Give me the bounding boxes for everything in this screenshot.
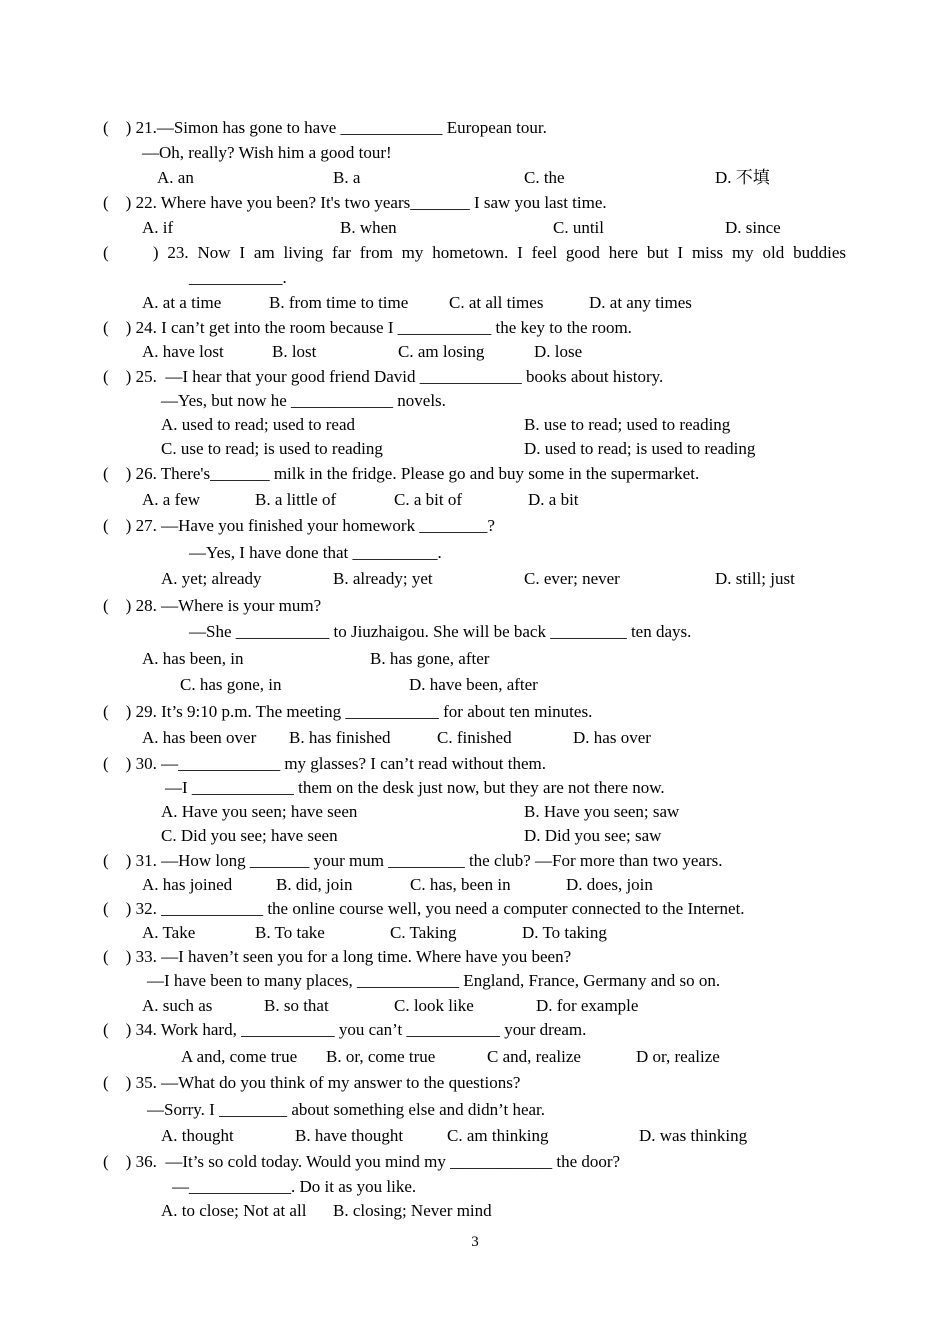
q30-option-b: B. Have you seen; saw — [524, 802, 680, 821]
q33-option-b: B. so that — [264, 996, 329, 1015]
q35-option-c: C. am thinking — [447, 1126, 549, 1145]
question-27-stem: ( ) 27. —Have you finished your homework ________? — [103, 516, 495, 535]
question-22-stem: ( ) 22. Where have you been? It's two years_______ I saw you last time. — [103, 193, 607, 212]
question-30-response: —I ____________ them on the desk just now, but they are not there now. — [165, 778, 665, 797]
q36-option-b: B. closing; Never mind — [333, 1201, 492, 1220]
q25-option-c: C. use to read; is used to reading — [161, 439, 383, 458]
q35-option-a: A. thought — [161, 1126, 234, 1145]
q33-option-d: D. for example — [536, 996, 639, 1015]
question-21-response: —Oh, really? Wish him a good tour! — [142, 143, 392, 162]
q30-option-a: A. Have you seen; have seen — [161, 802, 358, 821]
page-number: 3 — [471, 1234, 479, 1250]
q32-option-c: C. Taking — [390, 923, 457, 942]
q27-option-a: A. yet; already — [161, 569, 262, 588]
q33-option-a: A. such as — [142, 996, 213, 1015]
q32-option-a: A. Take — [142, 923, 196, 942]
q28-option-c: C. has gone, in — [180, 675, 282, 694]
q21-option-c: C. the — [524, 168, 565, 187]
q24-option-a: A. have lost — [142, 342, 224, 361]
question-35-response: —Sorry. I ________ about something else and didn’t hear. — [147, 1100, 546, 1119]
q31-option-c: C. has, been in — [410, 875, 511, 894]
q34-option-c: C and, realize — [487, 1047, 581, 1066]
q28-option-a: A. has been, in — [142, 649, 244, 668]
q25-option-b: B. use to read; used to reading — [524, 415, 731, 434]
q30-option-d: D. Did you see; saw — [524, 826, 662, 845]
q22-option-a: A. if — [142, 218, 174, 237]
question-23-stem: ( ) 23. Now I am living far from my hometown. I feel good here but I miss my old buddies — [103, 243, 846, 262]
question-28-stem: ( ) 28. —Where is your mum? — [103, 596, 322, 615]
q27-option-c: C. ever; never — [524, 569, 620, 588]
question-24-stem: ( ) 24. I can’t get into the room because I ___________ the key to the room. — [103, 318, 632, 337]
q22-option-d: D. since — [725, 218, 781, 237]
question-32-stem: ( ) 32. ____________ the online course well, you need a computer connected to the Internet. — [103, 899, 745, 918]
q23-option-c: C. at all times — [449, 293, 544, 312]
q23-option-d: D. at any times — [589, 293, 692, 312]
q22-option-c: C. until — [553, 218, 605, 237]
q34-option-b: B. or, come true — [326, 1047, 436, 1066]
q28-option-b: B. has gone, after — [370, 649, 490, 668]
q23-option-b: B. from time to time — [269, 293, 409, 312]
q26-option-a: A. a few — [142, 490, 201, 509]
q24-option-c: C. am losing — [398, 342, 485, 361]
q31-option-b: B. did, join — [276, 875, 353, 894]
q21-option-a: A. an — [157, 168, 194, 187]
q25-option-a: A. used to read; used to read — [161, 415, 356, 434]
q35-option-b: B. have thought — [295, 1126, 404, 1145]
question-21-stem: ( ) 21.—Simon has gone to have ____________ European tour. — [103, 118, 547, 137]
q36-option-a: A. to close; Not at all — [161, 1201, 307, 1220]
q29-option-b: B. has finished — [289, 728, 391, 747]
question-28-response: —She ___________ to Jiuzhaigou. She will be back _________ ten days. — [189, 622, 692, 641]
q28-option-d: D. have been, after — [409, 675, 538, 694]
q21-option-b: B. a — [333, 168, 361, 187]
q31-option-d: D. does, join — [566, 875, 653, 894]
q26-option-c: C. a bit of — [394, 490, 462, 509]
question-25-stem: ( ) 25. —I hear that your good friend David ____________ books about history. — [103, 367, 664, 386]
question-29-stem: ( ) 29. It’s 9:10 p.m. The meeting ___________ for about ten minutes. — [103, 702, 593, 721]
q31-option-a: A. has joined — [142, 875, 233, 894]
question-33-stem: ( ) 33. —I haven’t seen you for a long time. Where have you been? — [103, 947, 572, 966]
q22-option-b: B. when — [340, 218, 397, 237]
question-23-stem-cont: ___________. — [189, 268, 287, 287]
q32-option-d: D. To taking — [522, 923, 607, 942]
q27-option-d: D. still; just — [715, 569, 795, 588]
q29-option-c: C. finished — [437, 728, 512, 747]
q33-option-c: C. look like — [394, 996, 474, 1015]
q29-option-a: A. has been over — [142, 728, 257, 747]
q25-option-d: D. used to read; is used to reading — [524, 439, 756, 458]
question-36-stem: ( ) 36. —It’s so cold today. Would you mind my ____________ the door? — [103, 1152, 621, 1171]
question-35-stem: ( ) 35. —What do you think of my answer to the questions? — [103, 1073, 521, 1092]
q30-option-c: C. Did you see; have seen — [161, 826, 338, 845]
question-31-stem: ( ) 31. —How long _______ your mum _________ the club? —For more than two years. — [103, 851, 723, 870]
q23-option-a: A. at a time — [142, 293, 222, 312]
question-26-stem: ( ) 26. There's_______ milk in the fridge. Please go and buy some in the supermarket. — [103, 464, 700, 483]
q27-option-b: B. already; yet — [333, 569, 433, 588]
q21-option-d: D. 不填 — [715, 168, 770, 187]
q34-option-a: A and, come true — [181, 1047, 298, 1066]
question-34-stem: ( ) 34. Work hard, ___________ you can’t ___________ your dream. — [103, 1020, 587, 1039]
question-27-response: —Yes, I have done that __________. — [189, 543, 442, 562]
q26-option-b: B. a little of — [255, 490, 337, 509]
q24-option-b: B. lost — [272, 342, 317, 361]
q24-option-d: D. lose — [534, 342, 583, 361]
q29-option-d: D. has over — [573, 728, 651, 747]
q26-option-d: D. a bit — [528, 490, 579, 509]
question-33-response: —I have been to many places, ____________ England, France, Germany and so on. — [147, 971, 721, 990]
q34-option-d: D or, realize — [636, 1047, 720, 1066]
question-36-response: —____________. Do it as you like. — [172, 1177, 417, 1196]
q32-option-b: B. To take — [255, 923, 325, 942]
question-25-response: —Yes, but now he ____________ novels. — [161, 391, 446, 410]
question-30-stem: ( ) 30. —____________ my glasses? I can’t read without them. — [103, 754, 547, 773]
q35-option-d: D. was thinking — [639, 1126, 748, 1145]
